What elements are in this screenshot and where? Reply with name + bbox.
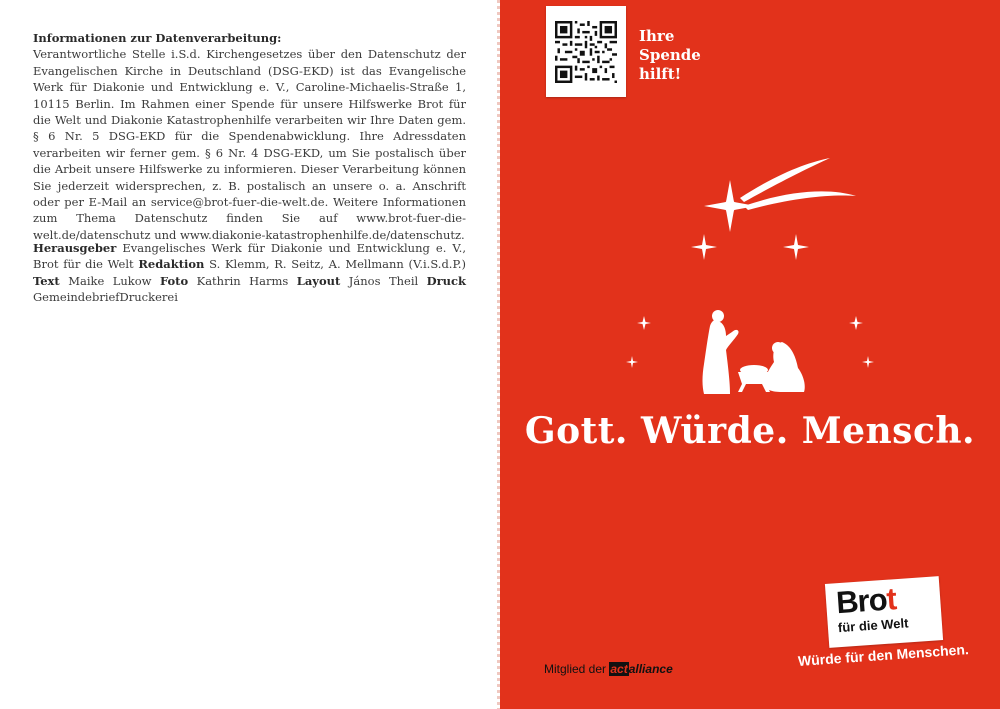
mary-figure-icon — [764, 342, 805, 392]
tagline: Würde für den Menschen. — [797, 641, 970, 669]
print-value: GemeindebriefDruckerei — [33, 290, 178, 305]
editor-value: S. Klemm, R. Seitz, A. Mellmann (V.i.S.d.P.) — [209, 257, 467, 272]
headline: Gott. Würde. Mensch. — [524, 410, 976, 452]
joseph-figure-icon — [703, 320, 739, 394]
front-page — [500, 0, 1000, 709]
logo-brot-part-1: Bro — [835, 581, 888, 621]
brot-fuer-die-welt-logo[interactable] — [825, 576, 943, 648]
donation-callout — [639, 27, 719, 84]
photo-value: Kathrin Harms — [196, 273, 289, 288]
star-icon — [691, 234, 717, 260]
publisher-value: Evangelisches Werk für Diakonie und Entwicklung e. V., Brot für die Welt — [33, 241, 466, 272]
qr-code-icon[interactable] — [555, 21, 617, 83]
star-icon — [637, 316, 651, 330]
donation-line-3: hilft! — [639, 65, 682, 83]
publisher-label: Herausgeber — [33, 241, 117, 255]
star-icon — [862, 356, 874, 368]
layout-value: János Theil — [348, 273, 419, 288]
donation-line-2: Spende — [639, 46, 701, 64]
nativity-scene-icon — [620, 150, 880, 400]
qr-code-card[interactable] — [546, 6, 626, 97]
photo-label: Foto — [159, 273, 189, 288]
act-word: act — [610, 662, 628, 676]
text-label: Text — [33, 273, 60, 288]
act-alliance-membership[interactable] — [544, 662, 673, 676]
layout-label: Layout — [296, 273, 341, 288]
privacy-notice — [33, 30, 466, 243]
star-icon — [626, 356, 638, 368]
logo-brot-part-2: t — [885, 581, 898, 617]
text-value: Maike Lukow — [68, 273, 152, 288]
print-label: Druck — [426, 273, 467, 288]
alliance-word: alliance — [628, 662, 673, 676]
editor-label: Redaktion — [138, 257, 205, 272]
imprint — [33, 240, 466, 306]
membership-prefix: Mitglied der — [544, 662, 607, 676]
logo-subtitle: für die Welt — [837, 615, 909, 636]
logo-wordmark — [835, 581, 897, 621]
privacy-title: Informationen zur Datenverarbeitung: — [33, 31, 282, 45]
privacy-body: Verantwortliche Stelle i.S.d. Kirchengesetzes über den Datenschutz der Evangelischen Kirche in Deutschland (DSG-EKD) ist das Evangelische Werk für Diakonie und Entwicklung e. V., Caroline-Michaelis-Straße 1, 10115 Berlin. Im Rahmen einer Spende für unsere Hilfswerke Brot für die Welt und Diakonie Katastrophenhilfe verarbeiten wir Ihre Daten gem. § 6 Nr. 5 DSG-EKD für die Spendenabwicklung. Ihre Adressdaten verarbeiten wir ferner gem. § 6 Nr. 4 DSG-EKD, um Sie postalisch über die Arbeit unsere Hilfswerke zu informieren. Dieser Verarbeitung können Sie jederzeit widersprechen, z. B. postalisch an unsere o. a. Anschrift oder per E-Mail an service@brot-fuer-die-welt.de. Weitere Informationen zum Thema Datenschutz finden Sie auf www.brot-fuer-die-welt.de/datenschutz und www.diakonie-katastrophenhilfe.de/datenschutz. — [33, 47, 466, 242]
star-icon — [783, 234, 809, 260]
donation-line-1: Ihre — [639, 27, 675, 45]
star-icon — [849, 316, 863, 330]
